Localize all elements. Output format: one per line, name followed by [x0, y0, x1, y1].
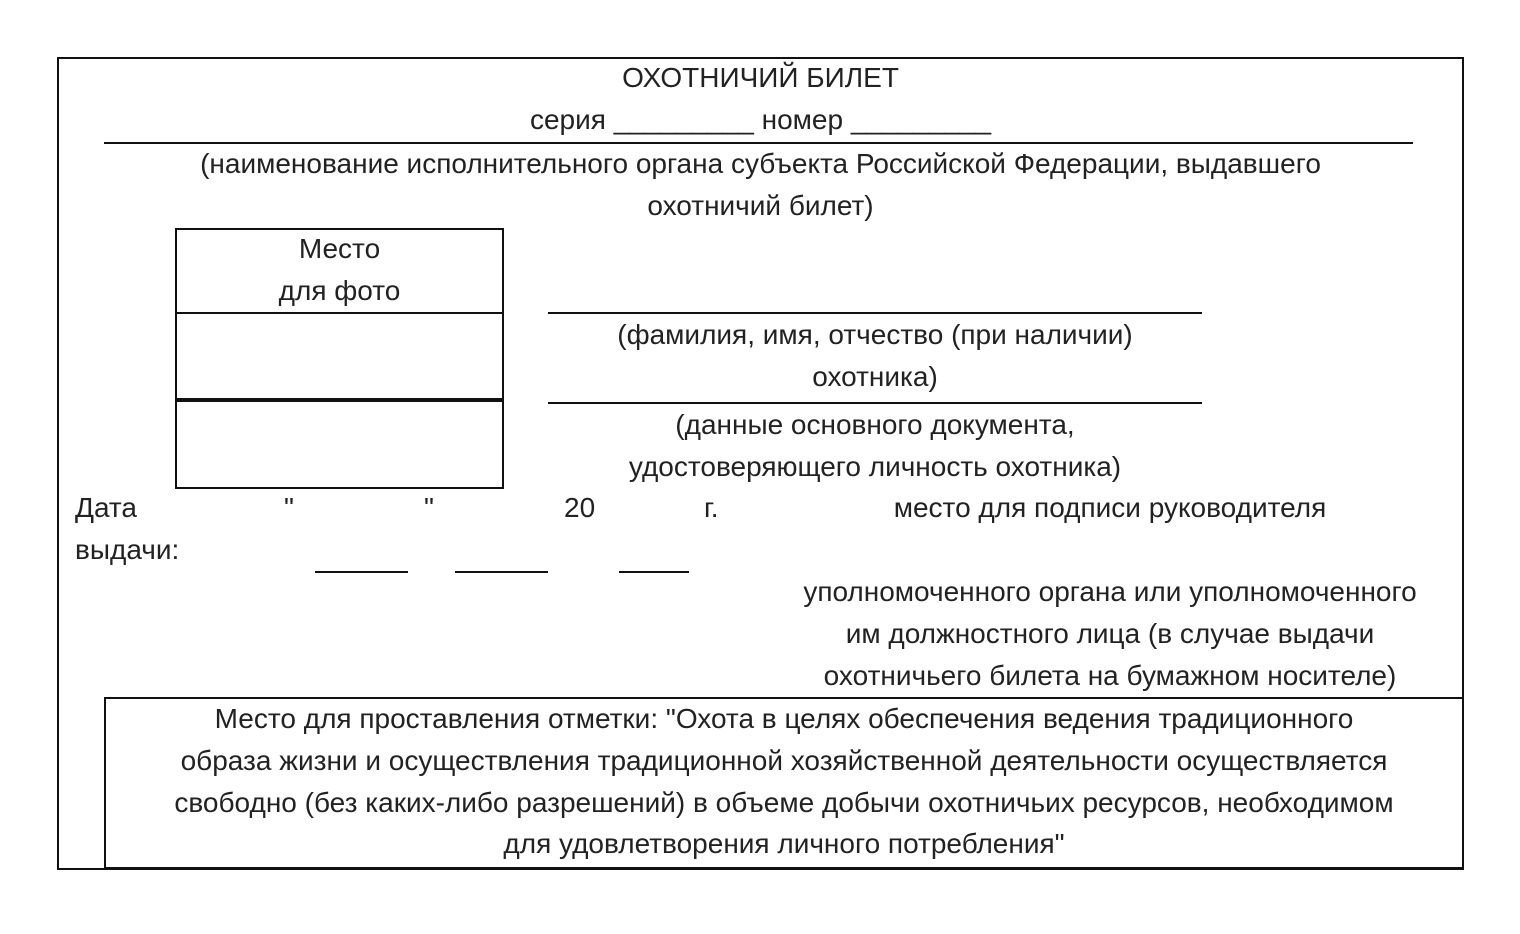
photo-divider-thick: [175, 398, 502, 402]
holder-name-caption-line2: охотника): [812, 361, 938, 392]
number-label: номер: [761, 104, 844, 135]
signature-caption-line4: охотничьего билета на бумажном носителе): [823, 660, 1397, 691]
number-field[interactable]: _________: [850, 104, 992, 135]
holder-document-caption-line2: удостоверяющего личность охотника): [628, 451, 1122, 482]
photo-divider: [175, 312, 502, 314]
mark-text-line1: Место для проставления отметки: "Охота в целях обеспечения ведения традиционного: [214, 703, 1354, 734]
holder-document-caption-line1: (данные основного документа,: [675, 409, 1075, 440]
issue-month-field[interactable]: [455, 571, 548, 573]
issue-day-field[interactable]: [315, 571, 408, 573]
issue-year-field[interactable]: [619, 571, 689, 573]
photo-label-line2: для фото: [278, 275, 401, 306]
issue-date-century: 20: [564, 492, 596, 523]
issue-date-label-line2: выдачи:: [75, 534, 180, 565]
mark-text-line3: свободно (без каких-либо разрешений) в объеме добычи охотничьих ресурсов, необходимом: [174, 787, 1394, 818]
issue-date-quote-open: ": [284, 492, 294, 523]
series-number-line: [57, 99, 1464, 141]
issue-date-label-line1: Дата: [75, 492, 138, 523]
issuer-caption-line1: (наименование исполнительного органа субъекта Российской Федерации, выдавшего: [200, 148, 1321, 179]
signature-caption-line3: им должностного лица (в случае выдачи: [845, 618, 1375, 649]
series-field[interactable]: _________: [613, 104, 754, 135]
issue-date-year-suffix: г.: [704, 492, 719, 523]
issue-date-quote-close: ": [424, 492, 434, 523]
series-label: серия: [529, 104, 606, 135]
mark-text-line4: для удовлетворения личного потребления": [503, 828, 1065, 859]
mark-text-line2: образа жизни и осуществления традиционной хозяйственной деятельности осуществляется: [180, 745, 1388, 776]
issuer-caption-line2: охотничий билет): [647, 190, 874, 221]
signature-caption-line1: место для подписи руководителя: [893, 492, 1327, 523]
photo-label-line1: Место: [298, 233, 381, 264]
holder-name-caption-line1: (фамилия, имя, отчество (при наличии): [617, 319, 1133, 350]
signature-caption-line2: уполномоченного органа или уполномоченного: [803, 576, 1417, 607]
form-title: ОХОТНИЧИЙ БИЛЕТ: [622, 62, 899, 93]
